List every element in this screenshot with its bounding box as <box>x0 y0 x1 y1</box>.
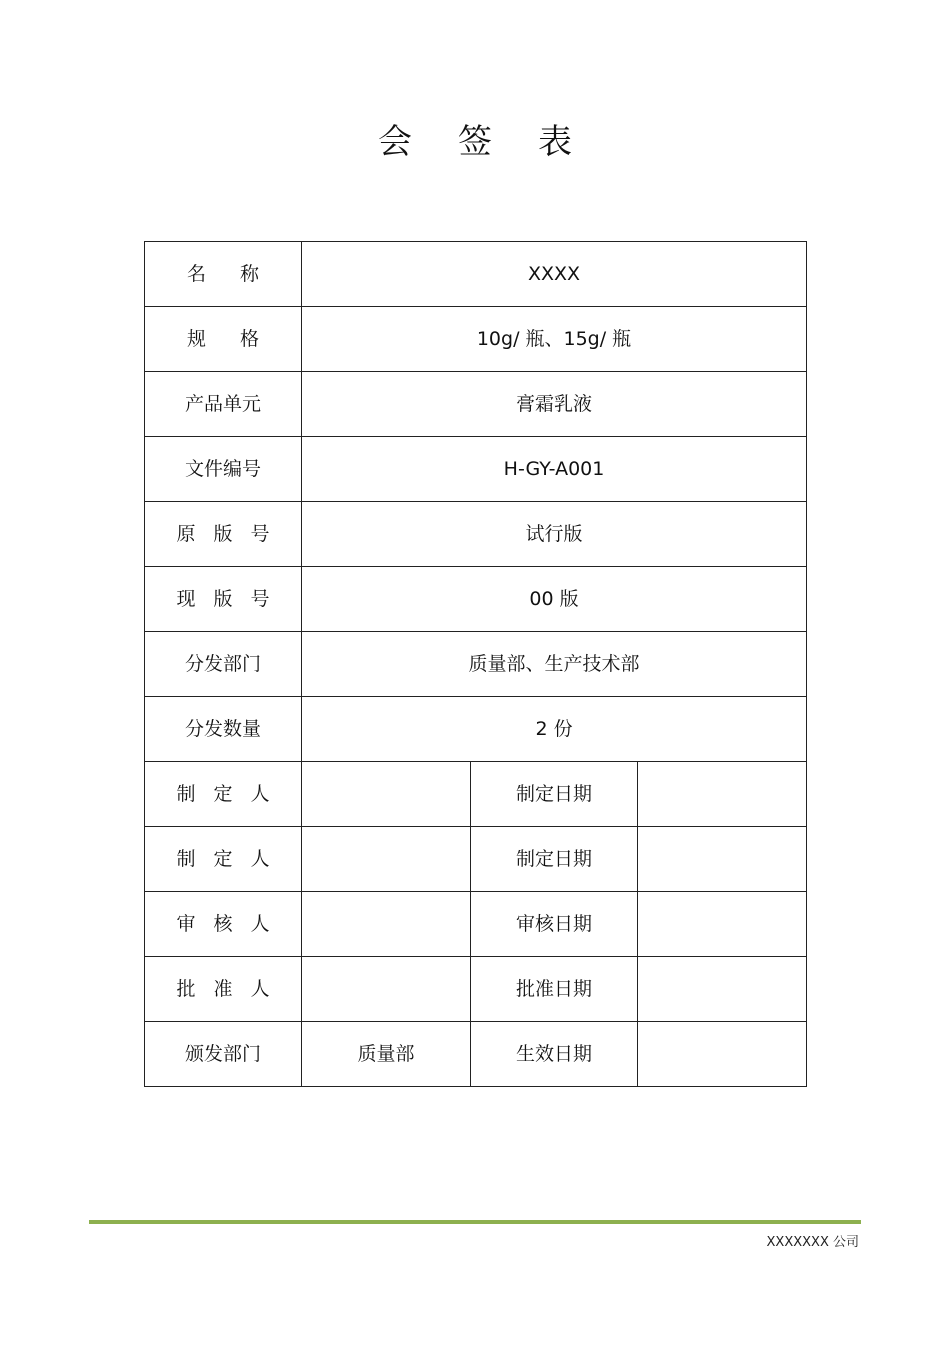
drafter-2-date-field[interactable] <box>638 827 807 892</box>
review-date-field[interactable] <box>638 892 807 957</box>
file-no-value: H-GY-A001 <box>302 437 807 502</box>
distribution-dept-label: 分发部门 <box>145 632 302 697</box>
effective-date-field[interactable] <box>638 1022 807 1087</box>
review-date-label: 审核日期 <box>471 892 638 957</box>
table-row-current-version <box>145 567 807 632</box>
drafter-date-field[interactable] <box>638 762 807 827</box>
drafter-signature-field[interactable] <box>302 762 471 827</box>
issuing-dept-value: 质量部 <box>302 1022 471 1087</box>
old-version-value: 试行版 <box>302 502 807 567</box>
drafter-label: 制定人 <box>176 783 288 805</box>
current-version-label: 现版号 <box>176 588 288 610</box>
product-unit-value: 膏霜乳液 <box>302 372 807 437</box>
table-row-issuing-dept <box>145 1022 807 1087</box>
table-row-distribution-dept <box>145 632 807 697</box>
page-title: 会签表 <box>378 122 618 162</box>
name-label-cell <box>145 242 302 307</box>
table-row-old-version <box>145 502 807 567</box>
current-version-label-cell <box>145 567 302 632</box>
table-row-spec <box>145 307 807 372</box>
table-row-drafter-2 <box>145 827 807 892</box>
name-value: XXXX <box>302 242 807 307</box>
table-row-name <box>145 242 807 307</box>
distribution-count-label: 分发数量 <box>145 697 302 762</box>
distribution-dept-value: 质量部、生产技术部 <box>302 632 807 697</box>
drafter-label-cell <box>145 762 302 827</box>
issuing-dept-label: 颁发部门 <box>145 1022 302 1087</box>
footer-company-name: XXXXXXX 公司 <box>766 1235 859 1250</box>
table-row-drafter-1 <box>145 762 807 827</box>
approver-signature-field[interactable] <box>302 957 471 1022</box>
file-no-label: 文件编号 <box>145 437 302 502</box>
footer-divider <box>89 1220 861 1224</box>
distribution-count-value: 2 份 <box>302 697 807 762</box>
spec-value: 10g/ 瓶、15g/ 瓶 <box>302 307 807 372</box>
effective-date-label: 生效日期 <box>471 1022 638 1087</box>
approver-label: 批准人 <box>176 978 288 1000</box>
spec-label: 规格 <box>186 328 293 350</box>
spec-label-cell <box>145 307 302 372</box>
old-version-label-cell <box>145 502 302 567</box>
approval-date-label: 批准日期 <box>471 957 638 1022</box>
name-label: 名称 <box>186 263 293 285</box>
drafter-2-signature-field[interactable] <box>302 827 471 892</box>
product-unit-label: 产品单元 <box>145 372 302 437</box>
old-version-label: 原版号 <box>176 523 288 545</box>
table-row-approver <box>145 957 807 1022</box>
reviewer-label: 审核人 <box>176 913 288 935</box>
drafter-2-label-cell <box>145 827 302 892</box>
reviewer-signature-field[interactable] <box>302 892 471 957</box>
table-row-product-unit <box>145 372 807 437</box>
drafter-2-date-label: 制定日期 <box>471 827 638 892</box>
table-row-distribution-count <box>145 697 807 762</box>
drafter-2-label: 制定人 <box>176 848 288 870</box>
table-row-file-no <box>145 437 807 502</box>
table-row-reviewer <box>145 892 807 957</box>
approver-label-cell <box>145 957 302 1022</box>
drafter-date-label: 制定日期 <box>471 762 638 827</box>
current-version-value: 00 版 <box>302 567 807 632</box>
approval-date-field[interactable] <box>638 957 807 1022</box>
sign-off-table <box>144 241 807 1087</box>
reviewer-label-cell <box>145 892 302 957</box>
